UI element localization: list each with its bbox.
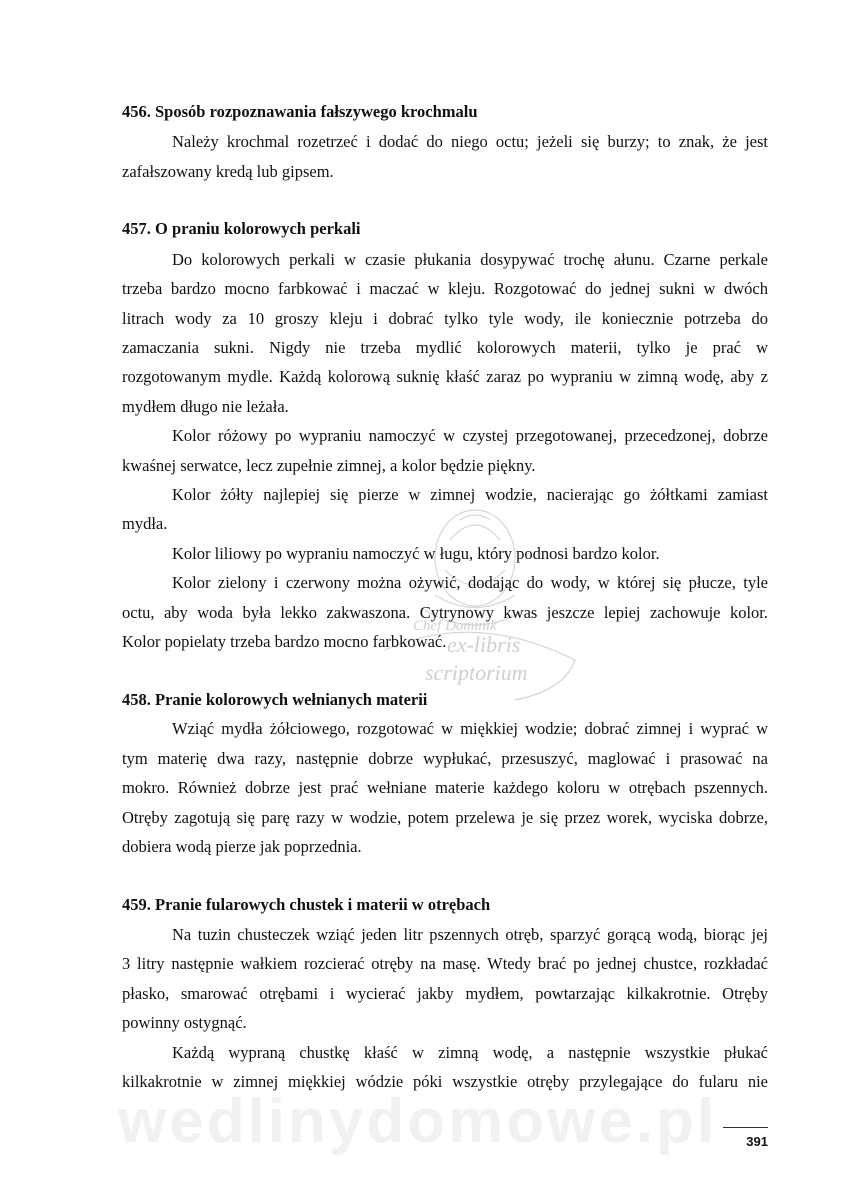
stamp-line-3: scriptorium bbox=[425, 660, 528, 685]
text-line: octu, aby woda była lekko zakwaszona. Cytrynowy kwas jeszcze lepiej zachowuje kolor. bbox=[122, 603, 768, 622]
text-line: Wziąć mydła żółciowego, rozgotować w miękkiej wodzie; dobrać zimnej i wyprać w bbox=[172, 719, 768, 738]
text-line: Do kolorowych perkali w czasie płukania dosypywać trochę ałunu. Czarne perkale bbox=[172, 250, 768, 269]
text-line: dobiera wodą pierze jak poprzednia. bbox=[122, 837, 362, 856]
text-line: powinny ostygnąć. bbox=[122, 1013, 247, 1032]
text-line: mydłem długo nie leżała. bbox=[122, 397, 289, 416]
page-number: 391 bbox=[746, 1134, 768, 1149]
section-458-heading: 458. Pranie kolorowych wełnianych materii bbox=[122, 690, 428, 709]
text-line: 3 litry następnie wałkiem rozcierać otręby na masę. Wtedy brać po jednej chustce, rozkładać bbox=[122, 954, 768, 973]
text-line: Każdą wypraną chustkę kłaść w zimną wodę, a następnie wszystkie płukać bbox=[172, 1043, 768, 1062]
text-line: litrach wody za 10 groszy kleju i dobrać tylko tyle wody, ile koniecznie potrzeba do bbox=[122, 309, 768, 328]
text-line: Kolor różowy po wypraniu namoczyć w czystej przegotowanej, przecedzonej, dobrze bbox=[172, 426, 768, 445]
text-line: kilkakrotnie w zimnej miękkiej wódzie póki wszystkie otręby przylegające do fularu nie bbox=[122, 1072, 768, 1091]
site-watermark: wedlinydomowe.pl bbox=[118, 1087, 718, 1156]
page-number-rule bbox=[723, 1127, 768, 1128]
text-line: mydła. bbox=[122, 514, 168, 533]
text-line: Otręby zagotują się parę razy w wodzie, potem przelewa je się przez worek, wyciska dobrze, bbox=[122, 808, 768, 827]
text-line: Kolor zielony i czerwony można ożywić, dodając do wody, w której się płucze, tyle bbox=[172, 573, 768, 592]
text-line: kwaśnej serwatce, lecz zupełnie zimnej, a kolor będzie piękny. bbox=[122, 456, 536, 475]
section-456-heading: 456. Sposób rozpoznawania fałszywego krochmalu bbox=[122, 102, 478, 121]
text-line: trzeba bardzo mocno farbkować i maczać w kleju. Rozgotować do jednej sukni w dwóch bbox=[122, 279, 768, 298]
text-line: zafałszowany kredą lub gipsem. bbox=[122, 162, 334, 181]
text-line: Na tuzin chusteczek wziąć jeden litr pszennych otręb, sparzyć gorącą wodą, biorąc jej bbox=[172, 925, 768, 944]
text-line: Kolor liliowy po wypraniu namoczyć w ługu, który podnosi bardzo kolor. bbox=[172, 544, 660, 563]
text-line: Należy krochmal rozetrzeć i dodać do niego octu; jeżeli się burzy; to znak, że jest bbox=[172, 132, 768, 151]
text-line: mokro. Również dobrze jest prać wełniane materie każdego koloru w otrębach pszennych. bbox=[122, 778, 768, 797]
text-line: Kolor popielaty trzeba bardzo mocno farbkować. bbox=[122, 632, 447, 651]
stamp-line-1: Chef Dominik bbox=[413, 618, 497, 634]
section-457-heading: 457. O praniu kolorowych perkali bbox=[122, 219, 361, 238]
text-line: zamaczania sukni. Nigdy nie trzeba mydlić kolorowych materii, tylko je prać w bbox=[122, 338, 768, 357]
stamp-line-2: ex-libris bbox=[447, 632, 521, 657]
text-line: Kolor żółty najlepiej się pierze w zimnej wodzie, nacierając go żółtkami zamiast bbox=[172, 485, 768, 504]
section-459-heading: 459. Pranie fularowych chustek i materii w otrębach bbox=[122, 895, 491, 914]
text-line: płasko, smarować otrębami i wycierać jakby mydłem, powtarzając kilkakrotnie. Otręby bbox=[122, 984, 768, 1003]
text-line: rozgotowanym mydle. Każdą kolorową suknię kłaść zaraz po wypraniu w zimną wodę, aby z bbox=[122, 367, 768, 386]
text-line: tym materię dwa razy, następnie dobrze wypłukać, przesuszyć, maglować i prasować na bbox=[122, 749, 768, 768]
